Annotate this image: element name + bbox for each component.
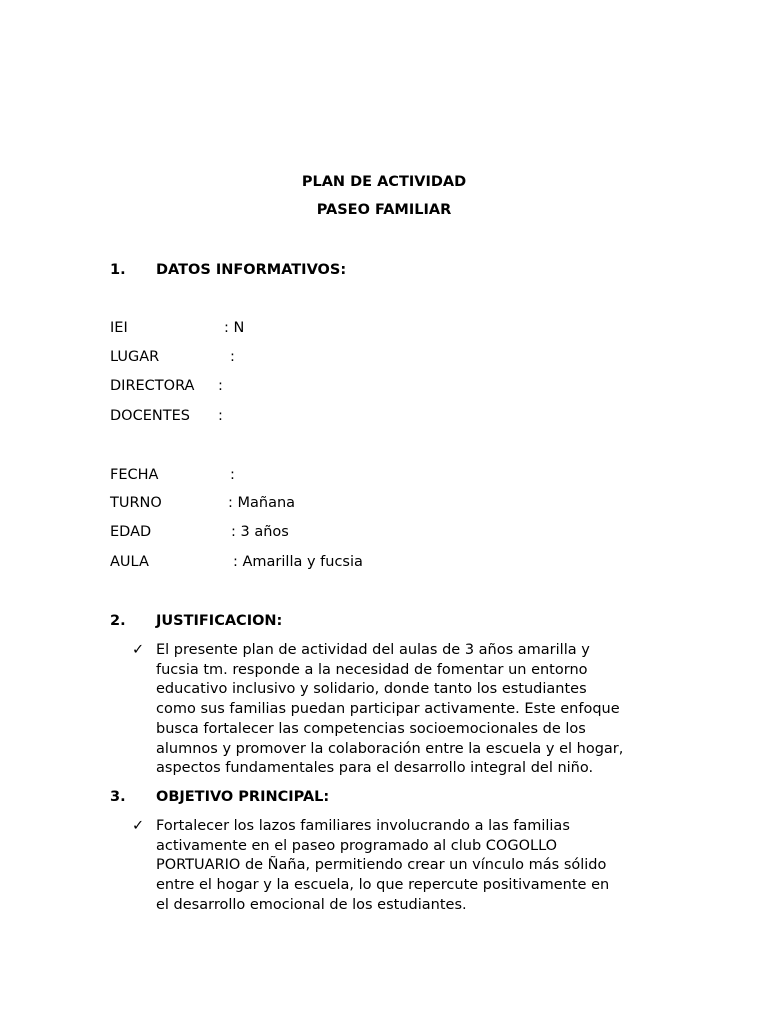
field-value: : [230, 349, 235, 365]
checkmark-icon: ✓ [132, 818, 145, 834]
field-value: : [218, 408, 223, 424]
field-value: : Amarilla y fucsia [233, 554, 363, 570]
field-key: LUGAR [110, 349, 160, 365]
checkmark-icon: ✓ [132, 642, 145, 658]
field-value: : N [224, 320, 245, 336]
field-key: IEI [110, 320, 128, 336]
document-title: PLAN DE ACTIVIDAD [301, 174, 467, 190]
field-key: EDAD [110, 524, 152, 540]
section-label: DATOS INFORMATIVOS: [156, 262, 347, 278]
field-key: DOCENTES [110, 408, 190, 424]
text-line: fucsia tm. responde a la necesidad de fomentar un entorno [156, 661, 588, 678]
field-value: : [230, 467, 235, 483]
text-line: entre el hogar y la escuela, lo que repercute positivamente en [156, 877, 610, 894]
text-line: aspectos fundamentales para el desarrollo integral del niño. [156, 760, 594, 777]
field-value: : 3 años [231, 524, 289, 540]
document-subtitle: PASEO FAMILIAR [316, 202, 452, 218]
section-label: OBJETIVO PRINCIPAL: [156, 789, 330, 805]
text-line: alumnos y promover la colaboración entre la escuela y el hogar, [156, 740, 624, 757]
field-key: TURNO [110, 495, 162, 511]
text-line: como sus familias puedan participar activamente. Este enfoque [156, 701, 620, 718]
text-line: Fortalecer los lazos familiares involucrando a las familias [156, 818, 570, 834]
text-line: PORTUARIO de Ñaña, permitiendo crear un vínculo más sólido [156, 857, 607, 874]
text-line: activamente en el paseo programado al club COGOLLO [156, 837, 558, 854]
text-line: El presente plan de actividad del aulas de 3 años amarilla y [156, 642, 590, 658]
section-number: 3. [110, 789, 126, 805]
field-key: FECHA [110, 467, 159, 483]
justificacion-text [156, 641, 662, 779]
text-line: busca fortalecer las competencias socioemocionales de los [156, 720, 586, 737]
text-line: el desarrollo emocional de los estudiantes. [156, 896, 467, 913]
field-key: AULA [110, 554, 149, 570]
section-number: 2. [110, 613, 126, 629]
objetivo-text [156, 817, 662, 916]
section-label: JUSTIFICACION: [156, 613, 283, 629]
field-value: : Mañana [228, 495, 296, 511]
field-value: : [218, 378, 223, 394]
section-number: 1. [110, 262, 126, 278]
text-line: educativo inclusivo y solidario, donde tanto los estudiantes [156, 681, 587, 698]
field-key: DIRECTORA [110, 378, 195, 394]
